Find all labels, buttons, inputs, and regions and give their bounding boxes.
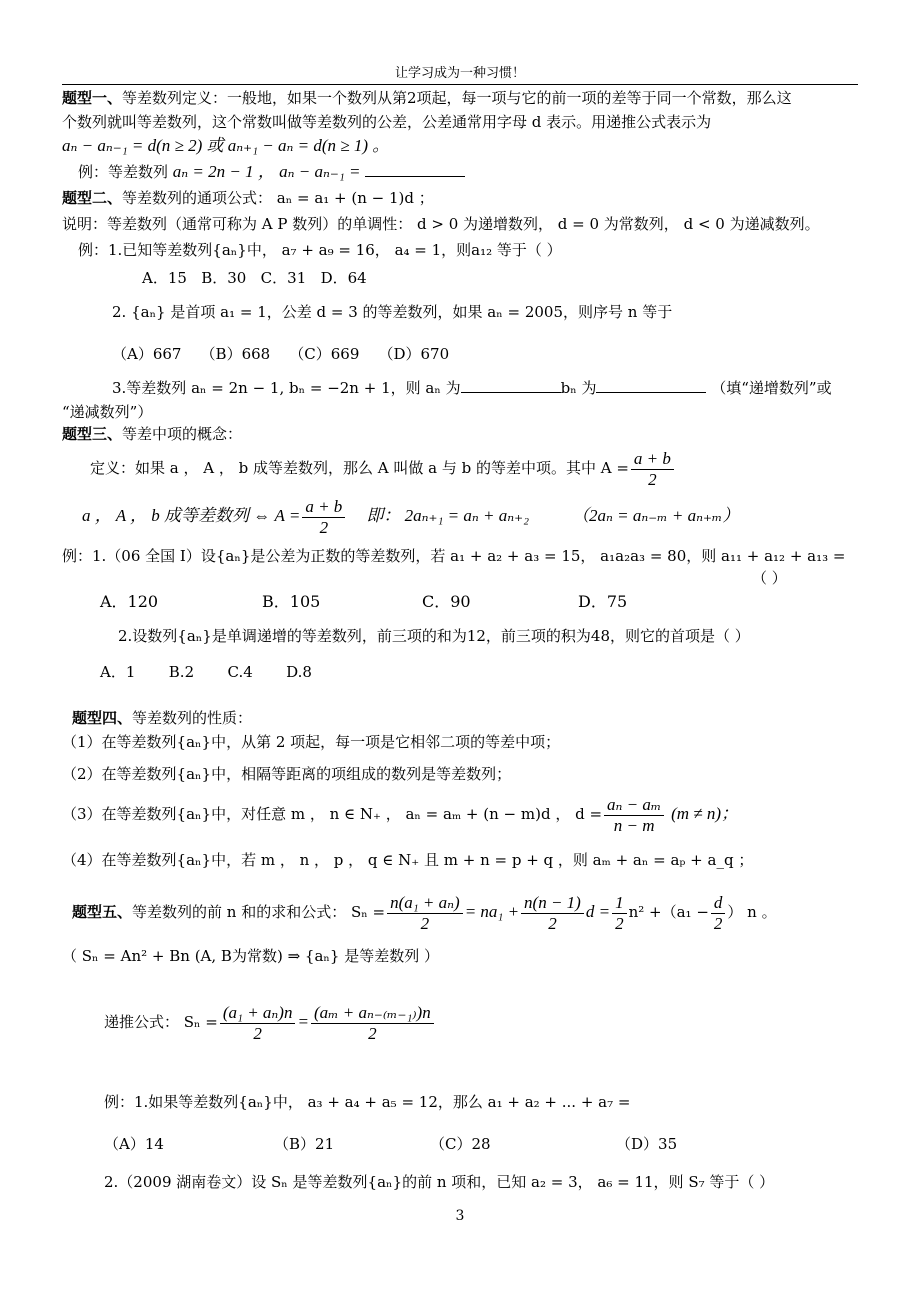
s5-ex1-option-a: （A）14 <box>104 1135 164 1153</box>
section-2-note: 说明：等差数列（通常可称为 A P 数列）的单调性： d > 0 为递增数列， d = 0 为常数列， d < 0 为递减数列。 <box>62 215 820 233</box>
section-2-example-2: 2. {aₙ} 是首项 a₁ = 1，公差 d = 3 的等差数列，如果 aₙ = 2005，则序号 n 等于 <box>112 303 673 321</box>
fraction: $\frac{a + b}{2}$ <box>631 449 674 490</box>
fraction: $\frac{n(n - 1)}{2}$ <box>521 893 584 934</box>
section-5-example-2: 2.（2009 湖南卷文）设 Sₙ 是等差数列{aₙ}的前 n 项和，已知 a₂ = 3， a₆ = 11，则 S₇ 等于（ ） <box>104 1173 775 1191</box>
section-2-heading: 题型二、等差数列的通项公式： aₙ = a₁ + (n − 1)d ； <box>62 189 434 207</box>
section-2-example-3-cont: “递减数列”） <box>62 403 153 421</box>
s2-ex2-options: （A）667 （B）668 （C）669 （D）670 <box>112 345 450 363</box>
fraction: $\frac{\text{n(a₁ + aₙ)}}{2}$ <box>387 893 463 934</box>
property-1: （1）在等差数列{aₙ}中，从第 2 项起，每一项是它相邻二项的等差中项； <box>62 733 561 751</box>
s3-ex1-answer-paren: （ ） <box>752 569 787 587</box>
s3-ex1-option-a: A．120 <box>100 592 159 611</box>
section-2-example-1: 例：1.已知等差数列{aₙ}中， a₇ + a₉ = 16， a₄ = 1，则a₁₂ 等于（ ） <box>78 241 562 259</box>
section-4-heading: 题型四、等差数列的性质： <box>72 709 253 727</box>
page-header: 让学习成为一种习惯！ <box>394 66 525 81</box>
header-rule <box>62 84 858 85</box>
s3-ex1-option-c: C．90 <box>422 592 471 611</box>
section-2-example-3: 3.等差数列 aₙ = 2n − 1, bₙ = −2n + 1，则 aₙ 为 bₙ 为 （填“递增数列”或 <box>112 379 832 397</box>
section-1-example: 例：等差数列 aₙ = 2n − 1 ， aₙ − aₙ₋₁ = <box>78 162 465 182</box>
section-1-line-1: 题型一、等差数列定义：一般地，如果一个数列从第2项起，每一项与它的前一项的差等于同一个常数，那么这 <box>62 89 792 107</box>
section-3-example-1: 例：1.（06 全国 I）设{aₙ}是公差为正数的等差数列，若 a₁ + a₂ + a₃ = 15， a₁a₂a₃ = 80，则 a₁₁ + a₁₂ + a₁₃ = <box>62 547 846 565</box>
page-number: 3 <box>455 1208 465 1224</box>
section-3-definition: 定义：如果 a ， A ， b 成等差数列，那么 A 叫做 a 与 b 的等差中项。其中 A = $\frac{a + b}{2}$ <box>90 446 676 490</box>
fraction: $\frac{\text{aₙ − aₘ}}{n - m}$ <box>604 795 664 836</box>
fraction: $\frac{a + b}{2}$ <box>302 497 345 538</box>
fraction: $\frac{\text{(a₁ + aₙ)n}}{2}$ <box>220 1003 296 1044</box>
section-5-heading: 题型五、等差数列的前 n 和的求和公式： Sₙ = $\frac{\text{n(a₁ + aₙ)}}{2}$ = na₁ + $\frac{n(n - 1)}{2}$ d = $\frac{1}{2}$ n² +（a₁ − $\frac{d}{2}$ ） n 。 <box>72 892 777 933</box>
fraction: $\frac{d}{2}$ <box>711 893 726 934</box>
section-4-title: 题型四、 <box>72 709 133 727</box>
answer-blank[interactable] <box>365 162 465 177</box>
s3-ex1-option-b: B．105 <box>262 592 321 611</box>
s2-ex1-options: A．15 B．30 C．31 D．64 <box>142 269 367 287</box>
s5-ex1-option-b: （B）21 <box>274 1135 335 1153</box>
s3-ex2-options: A．1 B.2 C.4 D.8 <box>100 663 312 681</box>
section-5-note: （ Sₙ = An² + Bn (A, B为常数) ⇒ {aₙ} 是等差数列 ） <box>62 947 439 965</box>
answer-blank-a[interactable] <box>461 378 561 393</box>
section-2-title: 题型二、 <box>62 189 123 207</box>
section-3-equivalence: a ， A ， b 成等差数列 ⇔ A = $\frac{a + b}{2}$ 即： 2aₙ₊₁ = aₙ + aₙ₊₂ （2aₙ = aₙ₋ₘ + aₙ₊ₘ） <box>82 496 740 537</box>
property-4: （4）在等差数列{aₙ}中，若 m ， n ， p ， q ∈ N₊ 且 m + n = p + q ，则 aₘ + aₙ = aₚ + a_q ； <box>62 851 754 869</box>
property-2: （2）在等差数列{aₙ}中，相隔等距离的项组成的数列是等差数列； <box>62 765 512 783</box>
s5-ex1-option-c: （C）28 <box>430 1135 491 1153</box>
answer-blank-b[interactable] <box>596 378 706 393</box>
s3-ex1-option-d: D．75 <box>578 592 628 611</box>
property-3: （3）在等差数列{aₙ}中，对任意 m ， n ∈ N₊ ， aₙ = aₘ + (n − m)d ， d = $\frac{\text{aₙ − aₘ}}{n - m}$ (m ≠ n)； <box>62 794 739 835</box>
section-1-title: 题型一、 <box>62 89 123 107</box>
section-3-example-2: 2.设数列{aₙ}是单调递增的等差数列，前三项的和为12，前三项的积为48，则它的首项是（ ） <box>118 627 750 645</box>
recursive-formula: 递推公式： Sₙ = $\frac{\text{(a₁ + aₙ)n}}{2}$ = $\frac{\text{(aₘ + aₙ₋₍ₘ₋₁₎)n}}{2}$ <box>104 1000 436 1044</box>
section-3-title: 题型三、 <box>62 425 123 443</box>
section-5-title: 题型五、 <box>72 903 133 921</box>
section-3-heading: 题型三、等差中项的概念： <box>62 425 243 443</box>
section-1-line-3: aₙ − aₙ₋₁ = d(n ≥ 2) 或 aₙ₊₁ − aₙ = d(n ≥ 1) 。 <box>62 136 390 155</box>
section-5-example-1: 例：1.如果等差数列{aₙ}中， a₃ + a₄ + a₅ = 12，那么 a₁ + a₂ + ... + a₇ = <box>104 1093 631 1111</box>
fraction: $\frac{1}{2}$ <box>612 893 627 934</box>
fraction: $\frac{\text{(aₘ + aₙ₋₍ₘ₋₁₎)n}}{2}$ <box>311 1003 434 1044</box>
s5-ex1-option-d: （D）35 <box>616 1135 678 1153</box>
section-1-line-2: 个数列就叫等差数列，这个常数叫做等差数列的公差，公差通常用字母 d 表示。用递推公式表示为 <box>62 113 712 131</box>
